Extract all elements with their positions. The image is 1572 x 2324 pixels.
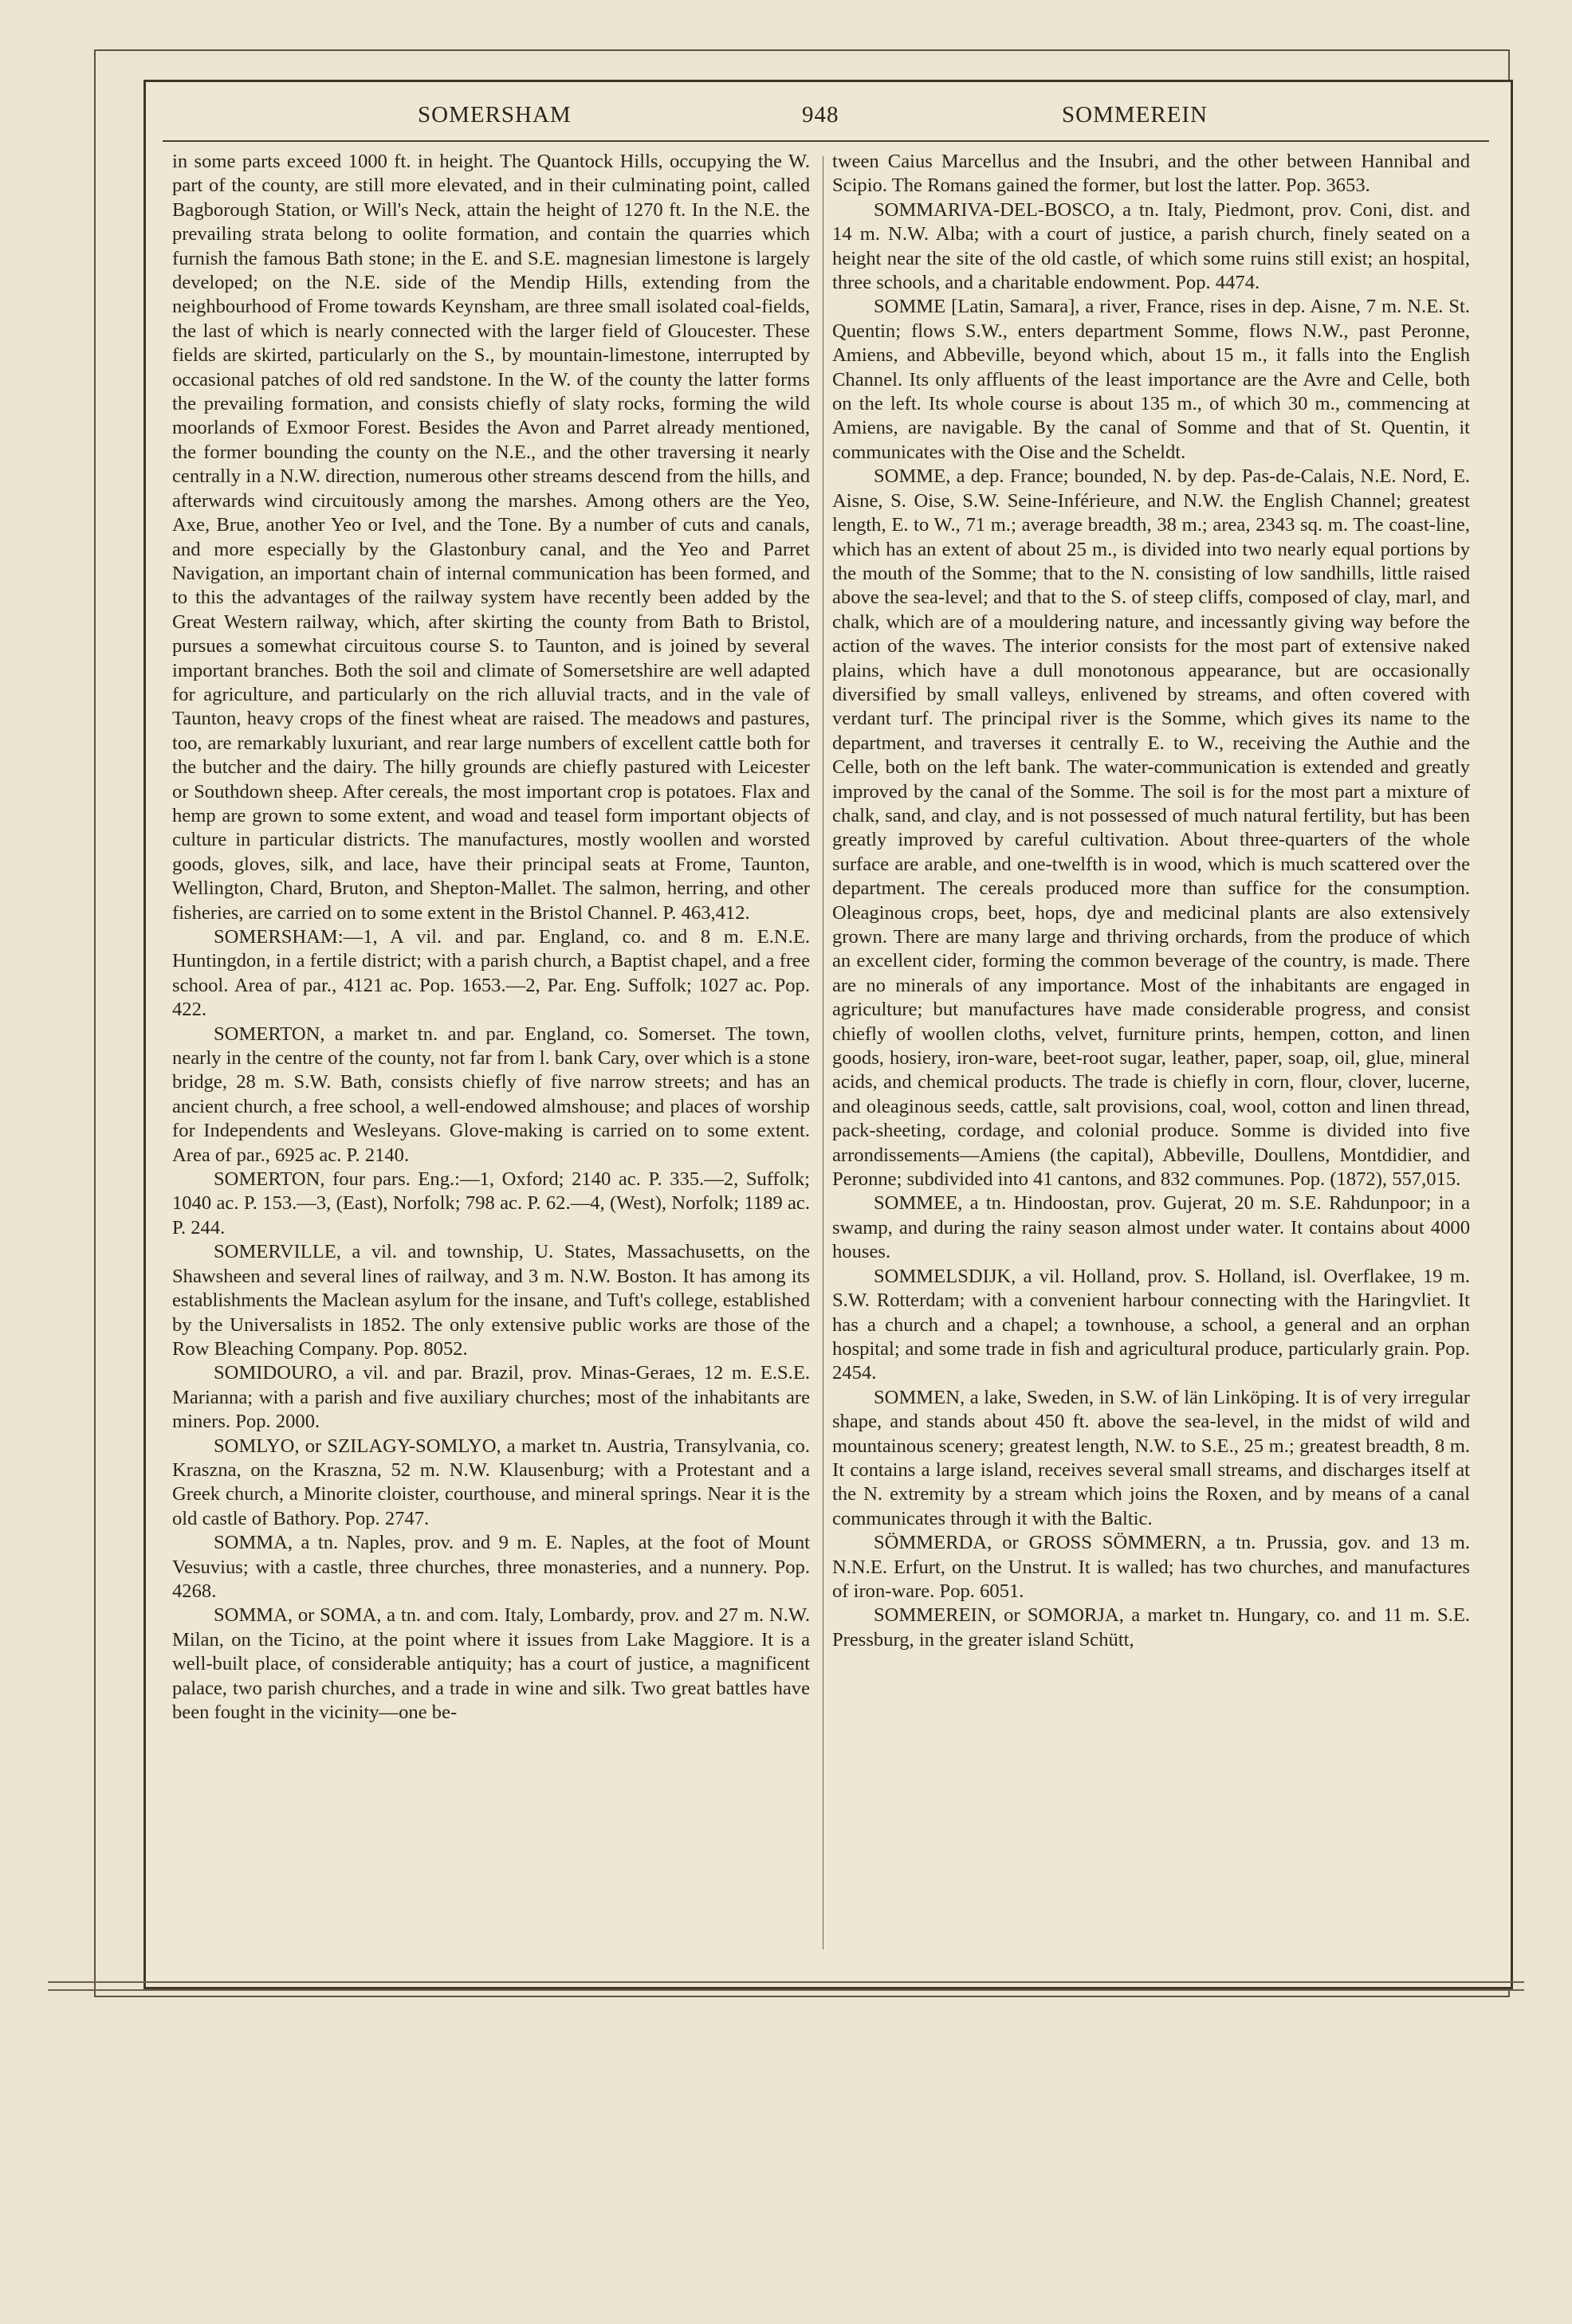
header-left-word: SOMERSHAM (418, 102, 572, 128)
page-number: 948 (802, 102, 839, 128)
entry-sommen: SOMMEN, a lake, Sweden, in S.W. of län Linköping. It is of very irregular shape, and stands about 450 ft. above the sea-level, in the midst of wild and mountainous scenery; greatest length, N.W. to S.E., 25 m.; greatest breadth, 8 m. It contains a large island, receives several small streams, and discharges itself at the N. extremity by a stream which joins the Roxen, and by means of a canal communicates through it with the Baltic. (832, 1386, 1470, 1529)
header-rule (163, 140, 1489, 142)
entry-sommerda: SÖMMERDA, or GROSS SÖMMERN, a tn. Prussia, gov. and 13 m. N.N.E. Erfurt, on the Unstrut. It is walled; has two churches, and manufactures of iron-ware. Pop. 6051. (832, 1532, 1470, 1602)
entry-somersetshire-continued: in some parts exceed 1000 ft. in height. The Quantock Hills, occupying the W. part of the county, are still more elevated, and in their culminating point, called Bagborough Station, or Will's Neck, attain the height of 1270 ft. In the N.E. the prevailing strata belong to oolite formation, and contain the quarries which furnish the famous Bath stone; in the E. and S.E. magnesian limestone is largely developed; on the N.E. side of the Mendip Hills, extending from the neighbourhood of Frome towards Keynsham, are three small isolated coal-fields, the last of which is nearly connected with the larger field of Gloucester. These fields are skirted, particularly on the S., by mountain-limestone, interrupted by occasional patches of old red sandstone. In the W. of the county the latter forms the prevailing formation, and consists chiefly of slaty rocks, forming the wild moorlands of Exmoor Forest. Besides the Avon and Parret already mentioned, the former bounding the county on the N.E., and the other traversing it nearly centrally in a N.W. direction, numerous other streams descend from the hills, and afterwards wind circuitously among the marshes. Among others are the Yeo, Axe, Brue, another Yeo or Ivel, and the Tone. By a number of cuts and canals, and more especially by the Glastonbury canal, and the Yeo and Parret Navigation, an important chain of internal communication has been formed, and to this the advantages of the railway system have recently been added by the Great Western railway, which, after skirting the county from Bath to Bristol, pursues a somewhat circuitous course S. to Taunton, and is joined by several important branches. Both the soil and climate of Somersetshire are well adapted for agriculture, and particularly on the rich alluvial tracts, and in the vale of Taunton, heavy crops of the finest wheat are raised. The meadows and pastures, too, are remarkably luxuriant, and rear large numbers of excellent cattle both for the butcher and the dairy. The hilly grounds are chiefly pastured with Leicester or Southdown sheep. After cereals, the most important crop is potatoes. Flax and hemp are grown to some extent, and woad and teasel form important objects of culture in particular districts. The manufactures, mostly woollen and worsted goods, gloves, silk, and lace, have their principal seats at Frome, Taunton, Wellington, Chard, Bruton, and Shepton-Mallet. The salmon, herring, and other fisheries, are carried on to some extent in the Bristol Channel. P. 463,412. (172, 151, 810, 924)
entry-somma-naples: SOMMA, a tn. Naples, prov. and 9 m. E. Naples, at the foot of Mount Vesuvius; with a castle, three churches, three monasteries, and a nunnery. Pop. 4268. (172, 1532, 810, 1602)
entry-sommariva-del-bosco: SOMMARIVA-DEL-BOSCO, a tn. Italy, Piedmont, prov. Coni, dist. and 14 m. N.W. Alba; with a court of justice, a parish church, finely seated on a height near the site of the old castle, of which some ruins still exist; an hospital, three schools, and a charitable endowment. Pop. 4474. (832, 198, 1470, 294)
entry-somidouro: SOMIDOURO, a vil. and par. Brazil, prov. Minas-Geraes, 12 m. E.S.E. Marianna; with a parish and five auxiliary churches; most of the inhabitants are miners. Pop. 2000. (172, 1362, 810, 1433)
running-header (143, 102, 1508, 142)
left-column (172, 150, 810, 1725)
entry-sommerein: SOMMEREIN, or SOMORJA, a market tn. Hungary, co. and 11 m. S.E. Pressburg, in the greater island Schütt, (832, 1604, 1470, 1651)
entry-somersham: SOMERSHAM:—1, A vil. and par. England, co. and 8 m. E.N.E. Huntingdon, in a fertile district; with a parish church, a Baptist chapel, and a free school. Area of par., 4121 ac. Pop. 1653.—2, Par. Eng. Suffolk; 1027 ac. Pop. 422. (172, 926, 810, 1021)
right-column (832, 150, 1470, 1652)
entry-somerton-market-town: SOMERTON, a market tn. and par. England, co. Somerset. The town, nearly in the centre of the county, not far from l. bank Cary, over which is a stone bridge, 28 m. S.W. Bath, consists chiefly of five narrow streets; and has an ancient church, a free school, a well-endowed almshouse; and places of worship for Independents and Wesleyans. Glove-making is carried on to some extent. Area of par., 6925 ac. P. 2140. (172, 1023, 810, 1166)
bottom-rule-1 (48, 1981, 1524, 1983)
entry-somma-lombardy: SOMMA, or SOMA, a tn. and com. Italy, Lombardy, prov. and 27 m. N.W. Milan, on the Ticino, at the point where it issues from Lake Maggiore. It is a well-built place, of considerable antiquity; has a court of justice, a magnificent palace, two parish churches, and a trade in wine and silk. Two great battles have been fought in the vicinity—one be- (172, 1604, 810, 1723)
entry-sommee: SOMMEE, a tn. Hindoostan, prov. Gujerat, 20 m. S.E. Rahdunpoor; in a swamp, and during the rainy season almost under water. It contains about 4000 houses. (832, 1192, 1470, 1263)
entry-sommelsdijk: SOMMELSDIJK, a vil. Holland, prov. S. Holland, isl. Overflakee, 19 m. S.W. Rotterdam; with a convenient harbour connecting with the Haringvliet. It has a church and a chapel; a townhouse, a school, a general and an orphan hospital; and some trade in fish and agricultural produce, particularly grain. Pop. 2454. (832, 1265, 1470, 1384)
entry-somme-department: SOMME, a dep. France; bounded, N. by dep. Pas-de-Calais, N.E. Nord, E. Aisne, S. Oise, S.W. Seine-Inférieure, and N.W. the English Channel; greatest length, E. to W., 71 m.; average breadth, 38 m.; area, 2343 sq. m. The coast-line, which has an extent of about 25 m., is divided into two nearly equal portions by the mouth of the Somme; that to the N. consisting of low sandhills, little raised above the sea-level; and that to the S. of steep cliffs, composed of clay, marl, and chalk, which are of a mouldering nature, and incessantly giving way before the action of the waves. The interior consists for the most part of extensive naked plains, which have a dull monotonous appearance, but are occasionally diversified by small valleys, enlivened by streams, and often covered with verdant turf. The principal river is the Somme, which gives its name to the department, and traverses it centrally E. to W., receiving the Authie and the Celle, both on the left bank. The water-communication is extended and greatly improved by the canal of the Somme. The soil is for the most part a mixture of chalk, sand, and clay, and is not possessed of much natural fertility, but has been greatly improved by careful cultivation. About three-quarters of the whole surface are arable, and one-twelfth is in wood, which is much scattered over the department. The cereals produced more than suffice for the consumption. Oleaginous crops, beet, hops, dye and medicinal plants are also extensively grown. There are many large and thriving orchards, from the produce of which an excellent cider, forming the common beverage of the country, is made. There are no minerals of any importance. Most of the inhabitants are engaged in agriculture; but manufactures have made considerable progress, and consist chiefly of woollen cloths, velvet, furniture prints, hempen, cotton, and linen goods, hosiery, iron-ware, beet-root sugar, leather, paper, soap, oil, glue, mineral acids, and chemical products. The trade is chiefly in corn, flour, clover, lucerne, and oleaginous seeds, cattle, salt provisions, coal, wool, cotton and linen thread, pack-sheeting, cordage, and colonial produce. Somme is divided into five arrondissements—Amiens (the capital), Abbeville, Doullens, Montdidier, and Peronne; subdivided into 41 cantons, and 832 communes. Pop. (1872), 557,015. (832, 465, 1470, 1191)
entry-somerville: SOMERVILLE, a vil. and township, U. States, Massachusetts, on the Shawsheen and several lines of railway, and 3 m. N.W. Boston. It has among its establishments the Maclean asylum for the insane, and Tuft's college, established by the Universalists in 1852. The only extensive public works are those of the Row Bleaching Company. Pop. 8052. (172, 1241, 810, 1360)
entry-somme-river: SOMME [Latin, Samara], a river, France, rises in dep. Aisne, 7 m. N.E. St. Quentin; flows S.W., enters department Somme, flows N.W., past Peronne, Amiens, and Abbeville, beyond which, about 15 m., it falls into the English Channel. Its only affluents of the least importance are the Avre and Celle, both on the left. Its whole course is about 135 m., of which 30 m., commencing at Amiens, are navigable. By the canal of Somme and that of St. Quentin, it communicates with the Oise and the Scheldt. (832, 296, 1470, 463)
header-right-word: SOMMEREIN (1062, 102, 1208, 128)
bottom-rule-2 (48, 1989, 1524, 1991)
entry-somlyo: SOMLYO, or SZILAGY-SOMLYO, a market tn. Austria, Transylvania, co. Kraszna, on the Kraszna, 52 m. N.W. Klausenburg; with a Protestant and a Greek church, a Minorite cloister, courthouse, and mineral springs. Near it is the old castle of Bathory. Pop. 2747. (172, 1435, 810, 1529)
entry-somma-continued: tween Caius Marcellus and the Insubri, and the other between Hannibal and Scipio. The Romans gained the former, but lost the latter. Pop. 3653. (832, 151, 1470, 197)
entry-somerton-parishes: SOMERTON, four pars. Eng.:—1, Oxford; 2140 ac. P. 335.—2, Suffolk; 1040 ac. P. 153.—3, (East), Norfolk; 798 ac. P. 62.—4, (West), Norfolk; 1189 ac. P. 244. (172, 1168, 810, 1239)
